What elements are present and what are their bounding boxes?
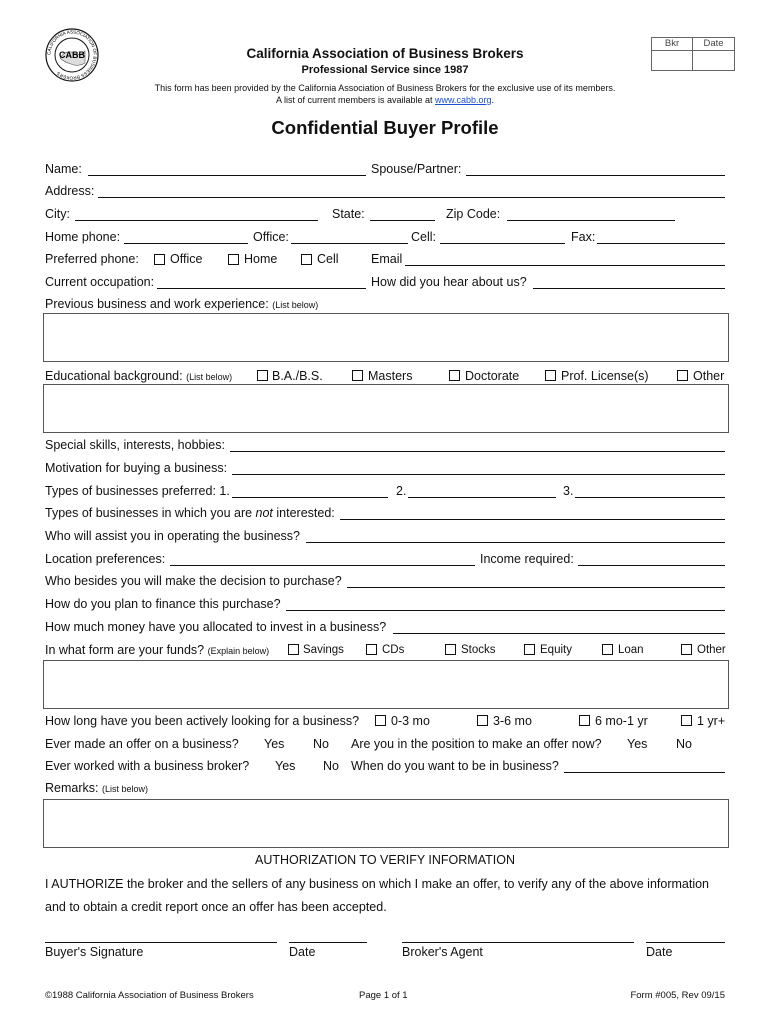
funds-stocks-label: Stocks	[461, 644, 496, 656]
type-1-field[interactable]	[232, 497, 388, 498]
pref-cell-checkbox[interactable]	[301, 254, 312, 265]
finance-label: How do you plan to finance this purchase?	[45, 597, 281, 611]
types-not-em: not	[255, 506, 273, 520]
offer-position-yes[interactable]: Yes	[627, 737, 648, 751]
motivation-label: Motivation for buying a business:	[45, 461, 228, 475]
education-box[interactable]	[43, 384, 729, 433]
edu-masters-label: Masters	[368, 369, 413, 383]
pref-home-checkbox[interactable]	[228, 254, 239, 265]
form-title: Confidential Buyer Profile	[271, 117, 499, 138]
experience-label	[45, 297, 318, 312]
types-not-pre: Types of businesses in which you are	[45, 506, 256, 520]
types-not-field[interactable]	[340, 519, 725, 520]
spouse-field[interactable]	[466, 175, 725, 176]
pref-office-checkbox[interactable]	[154, 254, 165, 265]
org-name: California Association of Business Brokers	[246, 46, 524, 61]
occupation-label: Current occupation:	[45, 275, 155, 289]
income-label: Income required:	[480, 552, 574, 566]
city-label: City:	[45, 207, 70, 221]
funds-loan-label: Loan	[618, 644, 644, 656]
fax-label: Fax:	[571, 230, 596, 244]
date-label-1: Date	[289, 945, 316, 959]
long-3-6-checkbox[interactable]	[477, 715, 488, 726]
funds-cds-checkbox[interactable]	[366, 644, 377, 655]
long-0-3-checkbox[interactable]	[375, 715, 386, 726]
name-field[interactable]	[88, 175, 366, 176]
pref-office-label: Office	[170, 252, 203, 266]
address-field[interactable]	[98, 197, 725, 198]
date-line-2[interactable]	[646, 942, 725, 943]
notice-line2	[0, 93, 770, 107]
city-field[interactable]	[75, 220, 318, 221]
when-business-label: When do you want to be in business?	[351, 759, 559, 773]
pref-cell-label: Cell	[317, 252, 339, 266]
allocated-field[interactable]	[393, 633, 725, 634]
hear-field[interactable]	[533, 288, 725, 289]
funds-stocks-checkbox[interactable]	[445, 644, 456, 655]
list-below-note: (List below)	[101, 784, 148, 794]
pref-home-label: Home	[244, 252, 278, 266]
long-1yr-checkbox[interactable]	[681, 715, 692, 726]
funds-savings-label: Savings	[303, 644, 344, 656]
notice-prefix: A list of current members is available at	[275, 95, 436, 105]
table-divider	[692, 51, 693, 70]
offer-made-no[interactable]: No	[313, 737, 329, 751]
edu-ba-checkbox[interactable]	[257, 370, 268, 381]
broker-agent-line[interactable]	[402, 942, 634, 943]
tagline: Professional Service since 1987	[301, 64, 469, 76]
funds-cds-label: CDs	[382, 644, 405, 656]
notice-line1: This form has been provided by the California Association of Business Brokers for the exclusive use of its members.	[154, 83, 616, 93]
edu-other-label: Other	[693, 369, 725, 383]
address-label: Address:	[45, 184, 95, 198]
preferred-phone-label: Preferred phone:	[45, 252, 139, 266]
funds-loan-checkbox[interactable]	[602, 644, 613, 655]
office-phone-field[interactable]	[291, 243, 408, 244]
explain-below-note: (Explain below)	[207, 646, 270, 656]
buyer-signature-line[interactable]	[45, 942, 277, 943]
types-not-post: interested:	[272, 506, 335, 520]
remarks-label	[45, 781, 148, 796]
long-1yr-label: 1 yr+	[697, 714, 726, 728]
svg-text:CALIFORNIA ASSOCIATION OF BUSI: CALIFORNIA ASSOCIATION OF BUSINESS BROKERS	[46, 29, 98, 81]
funds-form-label	[45, 643, 269, 658]
date-line-1[interactable]	[289, 942, 367, 943]
edu-ba-label: B.A./B.S.	[272, 369, 323, 383]
who-decide-label: Who besides you will make the decision to purchase?	[45, 574, 342, 588]
edu-license-checkbox[interactable]	[545, 370, 556, 381]
long-3-6-label: 3-6 mo	[493, 714, 532, 728]
broker-agent-label: Broker's Agent	[402, 945, 483, 959]
type-3-label: 3.	[563, 484, 574, 498]
footer-form: Form #005, Rev 09/15	[630, 990, 725, 1001]
broker-worked-no[interactable]: No	[323, 759, 339, 773]
education-text: Educational background:	[45, 369, 183, 383]
remarks-box[interactable]	[43, 799, 729, 848]
offer-position-label: Are you in the position to make an offer now?	[351, 737, 602, 751]
allocated-label: How much money have you allocated to invest in a business?	[45, 620, 387, 634]
funds-equity-checkbox[interactable]	[524, 644, 535, 655]
cabb-link[interactable]: www.cabb.org	[435, 95, 492, 105]
experience-box[interactable]	[43, 313, 729, 362]
svg-text:CABB: CABB	[59, 50, 85, 60]
long-0-3-label: 0-3 mo	[391, 714, 430, 728]
cell-phone-field[interactable]	[440, 243, 565, 244]
offer-made-yes[interactable]: Yes	[264, 737, 285, 751]
date-label-2: Date	[646, 945, 673, 959]
fax-field[interactable]	[597, 243, 725, 244]
experience-text: Previous business and work experience:	[45, 297, 269, 311]
email-field[interactable]	[405, 265, 725, 266]
broker-worked-yes[interactable]: Yes	[275, 759, 296, 773]
income-field[interactable]	[578, 565, 725, 566]
types-not-label	[45, 506, 335, 520]
offer-made-label: Ever made an offer on a business?	[45, 737, 239, 751]
footer-page: Page 1 of 1	[359, 990, 408, 1001]
list-below-note: (List below)	[272, 300, 319, 310]
bkr-date-table	[651, 37, 735, 71]
email-label: Email	[371, 252, 403, 266]
edu-doctorate-checkbox[interactable]	[449, 370, 460, 381]
funds-other-checkbox[interactable]	[681, 644, 692, 655]
authorization-heading: AUTHORIZATION TO VERIFY INFORMATION	[255, 853, 515, 867]
funds-savings-checkbox[interactable]	[288, 644, 299, 655]
who-decide-field[interactable]	[347, 587, 725, 588]
who-assist-field[interactable]	[306, 542, 725, 543]
location-label: Location preferences:	[45, 552, 166, 566]
remarks-text: Remarks:	[45, 781, 99, 795]
motivation-field[interactable]	[232, 474, 725, 475]
authorization-line1: I AUTHORIZE the broker and the sellers of any business on which I make an offer, to verify any of the above information	[45, 877, 709, 891]
notice-suffix: .	[491, 95, 495, 105]
funds-equity-label: Equity	[540, 644, 572, 656]
date-header: Date	[693, 38, 734, 51]
zip-field[interactable]	[507, 220, 675, 221]
hear-label: How did you hear about us?	[371, 275, 527, 289]
state-field[interactable]	[370, 220, 435, 221]
funds-form-text: In what form are your funds?	[45, 643, 205, 657]
type-3-field[interactable]	[575, 497, 725, 498]
zip-label: Zip Code:	[446, 207, 501, 221]
broker-worked-label: Ever worked with a business broker?	[45, 759, 250, 773]
edu-license-label: Prof. License(s)	[561, 369, 649, 383]
bkr-header: Bkr	[652, 38, 693, 51]
spouse-label: Spouse/Partner:	[371, 162, 462, 176]
list-below-note: (List below)	[186, 372, 233, 382]
edu-other-checkbox[interactable]	[677, 370, 688, 381]
occupation-field[interactable]	[157, 288, 366, 289]
how-long-label: How long have you been actively looking for a business?	[45, 714, 360, 728]
edu-masters-checkbox[interactable]	[352, 370, 363, 381]
when-business-field[interactable]	[564, 772, 725, 773]
footer-copyright: ©1988 California Association of Business Brokers	[45, 990, 254, 1001]
home-phone-field[interactable]	[124, 243, 248, 244]
funds-box[interactable]	[43, 660, 729, 709]
finance-field[interactable]	[286, 610, 725, 611]
who-assist-label: Who will assist you in operating the business?	[45, 529, 300, 543]
funds-other-label: Other	[697, 644, 726, 656]
name-label: Name:	[45, 162, 82, 176]
buyer-signature-label: Buyer's Signature	[45, 945, 144, 959]
office-phone-label: Office:	[253, 230, 289, 244]
authorization-line2: and to obtain a credit report once an offer has been accepted.	[45, 900, 387, 914]
skills-field[interactable]	[230, 451, 725, 452]
location-field[interactable]	[170, 565, 475, 566]
home-phone-label: Home phone:	[45, 230, 121, 244]
state-label: State:	[332, 207, 365, 221]
edu-doctorate-label: Doctorate	[465, 369, 520, 383]
type-2-field[interactable]	[408, 497, 556, 498]
types-preferred-label: Types of businesses preferred: 1.	[45, 484, 230, 498]
offer-position-no[interactable]: No	[676, 737, 692, 751]
long-6-12-checkbox[interactable]	[579, 715, 590, 726]
type-2-label: 2.	[396, 484, 407, 498]
education-label	[45, 369, 232, 384]
cell-phone-label: Cell:	[411, 230, 437, 244]
skills-label: Special skills, interests, hobbies:	[45, 438, 225, 452]
long-6-12-label: 6 mo-1 yr	[595, 714, 648, 728]
